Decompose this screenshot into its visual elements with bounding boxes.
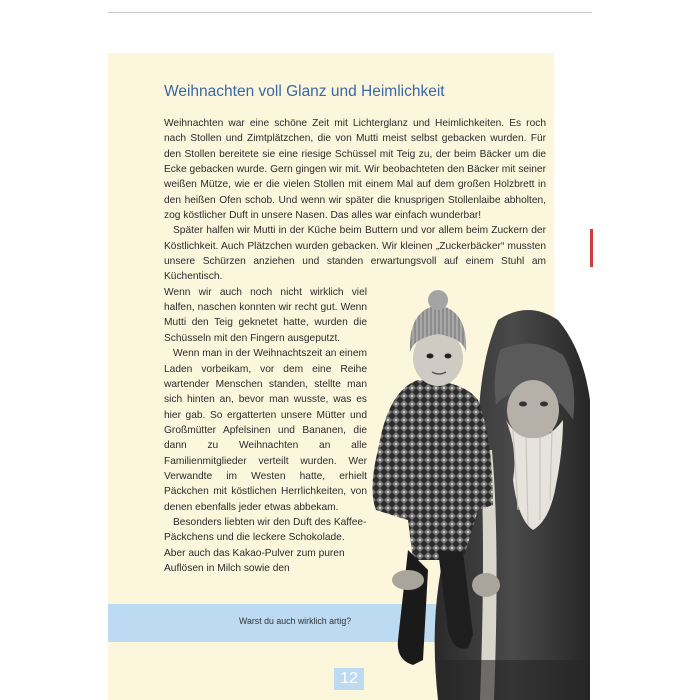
- page-edge-marker: [590, 229, 593, 267]
- paragraph-3: Wenn wir auch noch nicht wirklich viel halfen, naschen konnten wir recht gut. Wenn Mutti den Teig geknetet hatte, wurden die Schüsseln mit den Fingern ausgeputzt.: [164, 286, 367, 344]
- page-number: 12: [334, 668, 364, 690]
- photo-caption: Warst du auch wirklich artig?: [239, 616, 352, 626]
- paragraph-4: Wenn man in der Weihnachtszeit an einem Laden vorbeikam, vor dem eine Reihe wartender Menschen standen, stellte man sich hinten an, bevor man wusste, was es hier gab. So ergatterten unsere Mütter und Großmütter Apfelsinen und Bananen, die dann zu Weihnachten an alle Familienmitglieder verteilt wurden. Wer Verwandte im Westen hatte, erhielt Päckchen mit köstlichen Herrlichkeiten, von denen ebenfalls jeder etwas abbekam.: [164, 348, 367, 513]
- paragraph-5: Besonders liebten wir den Duft des Kaffee-Päckchens und die leckere Schokolade. Aber auch das Kakao-Pulver zum puren Auflösen in Milch sowie den: [164, 516, 367, 574]
- paragraph-2: Später halfen wir Mutti in der Küche beim Buttern und vor allem beim Zuckern der Köstlichkeit. Auch Plätzchen wurden gebacken. Wir kleinen „Zuckerbäcker“ mussten unsere Schürzen anziehen und standen erwartungsvoll auf einem Stuhl am Küchentisch.: [164, 225, 546, 283]
- top-divider: [108, 12, 592, 13]
- santa-child-photo: [368, 280, 590, 700]
- paragraph-1: Weihnachten war eine schöne Zeit mit Lichterglanz und Heimlichkeiten. Es roch nach Stollen und Zimtplätzchen, die von Mutti meist selbst gebacken wurden. Für den Stollen bereitete sie eine riesige Schüssel mit Teig zu, der beim Bäcker um die Ecke gebacken wurde. Gern gingen wir mit. Wir beobachteten den Bäcker mit seiner weißen Mütze, wie er die vielen Stollen mit einem Mal auf dem großen Holzbrett in den heißen Ofen schob. Und wenn wir später die knusprigen Stollenlaibe abholten, zog köstlicher Duft in unsere Nasen. Das alles war einfach wunderbar!: [164, 118, 546, 222]
- page-title: Weihnachten voll Glanz und Heimlichkeit: [164, 83, 445, 100]
